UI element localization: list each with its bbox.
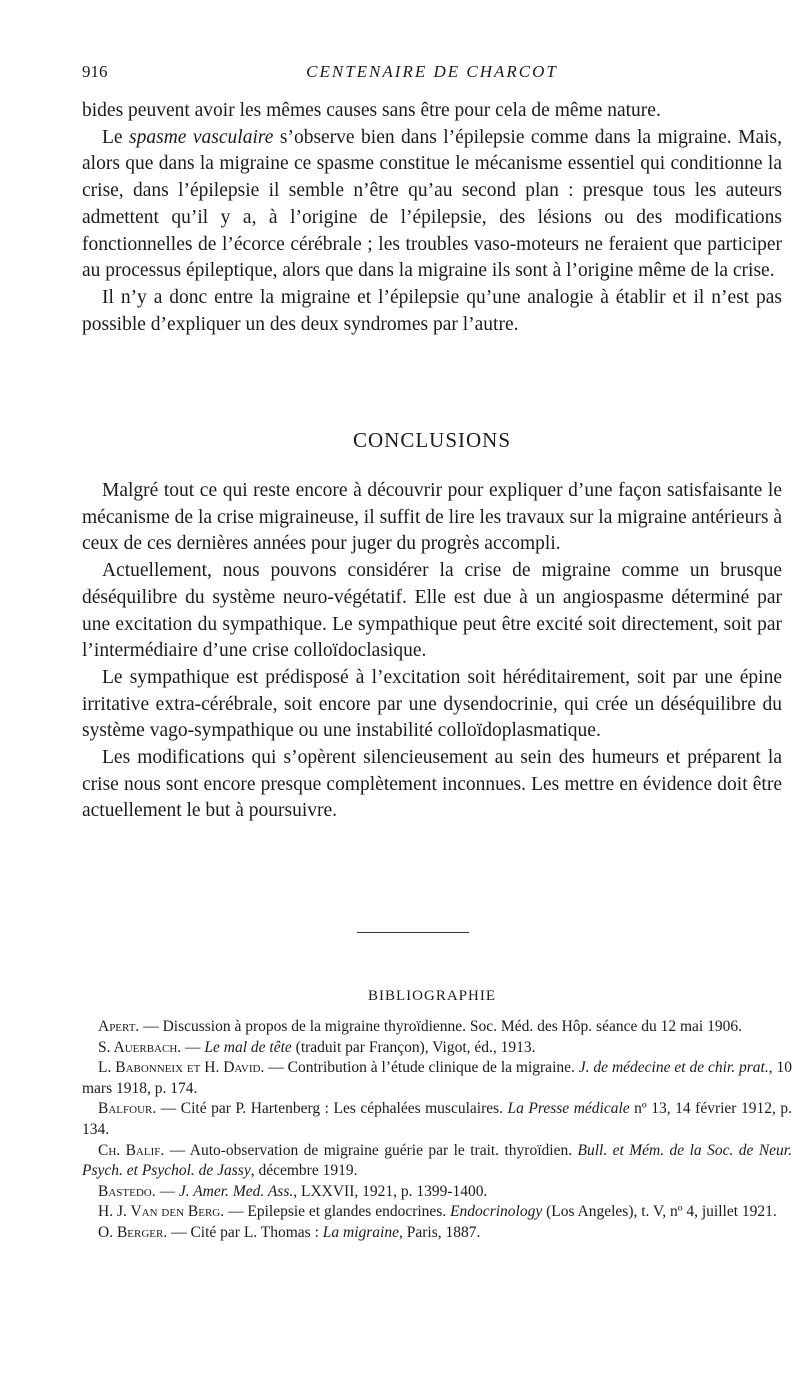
bibliography-entry	[82, 1038, 792, 1059]
entry-text: nº 13, 14 février 1912, p. 134.	[82, 1100, 792, 1138]
bibliography-entry	[82, 1058, 792, 1099]
entry-journal: La migraine	[322, 1223, 399, 1241]
intro-section	[82, 98, 782, 338]
running-title: CENTENAIRE DE CHARCOT	[306, 62, 558, 81]
entry-journal: J. Amer. Med. Ass.	[178, 1182, 294, 1200]
bibliography-list	[82, 1017, 792, 1244]
entry-text: , décembre 1919.	[250, 1162, 358, 1180]
entry-journal: J. de médecine et de chir. prat.	[578, 1059, 769, 1077]
paragraph-text: Le	[102, 126, 130, 148]
page-number: 916	[82, 62, 108, 81]
entry-text: — Epilepsie et glandes endocrines.	[224, 1203, 451, 1221]
paragraph	[82, 125, 782, 285]
bibliography-entry	[82, 1202, 792, 1223]
paragraph: Actuellement, nous pouvons considérer la crise de migraine comme un brusque déséquilibre du système neuro-végétatif. Elle est due à un angiospasme déterminé par une excitation du sympathique. Le sympathique peut être excité soit directement, soit par l’intermédiaire d’une crise colloïdoclasique.	[82, 560, 782, 662]
entry-text: — Contribution à l’étude clinique de la migraine.	[264, 1059, 579, 1077]
paragraph-text: bides peuvent avoir les mêmes causes sans être pour cela de même nature.	[82, 100, 661, 121]
entry-author: S. Auerbach.	[98, 1038, 182, 1056]
paragraph-text: Il n’y a donc entre la migraine et l’épilepsie qu’une analogie à établir et il n’est pas possible d’expliquer un des deux syndromes par l’autre.	[82, 286, 782, 335]
entry-journal: Endocrinology	[450, 1203, 543, 1221]
entry-text: (traduit par Françon), Vigot, éd., 1913.	[291, 1038, 536, 1056]
entry-author: H. J. Van den Berg.	[98, 1203, 225, 1221]
entry-text: , 10 mars 1918, p. 174.	[82, 1059, 792, 1097]
entry-journal: Le mal de tête	[204, 1038, 292, 1056]
entry-author: O. Berger.	[98, 1223, 168, 1241]
section-divider	[357, 932, 469, 933]
bibliography-entry	[82, 1017, 792, 1038]
page-header	[82, 62, 782, 86]
bibliography-entry	[82, 1182, 792, 1203]
bibliography-heading: BIBLIOGRAPHIE	[368, 988, 496, 1004]
paragraph	[82, 285, 782, 338]
entry-text: —	[155, 1182, 179, 1200]
entry-text: — Auto-observation de migraine guérie par le trait. thyroïdien.	[164, 1141, 578, 1159]
entry-author: Balfour.	[98, 1100, 157, 1118]
bibliography-entry	[82, 1223, 792, 1244]
emphasis-text: spasme vasculaire	[129, 126, 274, 148]
entry-text: (Los Angeles), t. V, nº 4, juillet 1921.	[542, 1203, 777, 1221]
paragraph-text: s’observe bien dans l’épilepsie comme dans la migraine. Mais, alors que dans la migraine ce spasme constitue le mécanisme essentiel qui conditionne la crise, dans l’épilepsie il semble n’être qu’au second plan : presque tous les auteurs admettent qu’il y a, à l’origine de l’épilepsie, des lésions ou des modifications fonctionnelles de l’écorce cérébrale ; les troubles vaso-moteurs ne feraient que participer au processus épileptique, alors que dans la migraine ils sont à l’origine même de la crise.	[82, 126, 782, 282]
entry-text: , Paris, 1887.	[399, 1223, 481, 1241]
paragraph: Les modifications qui s’opèrent silencieusement au sein des humeurs et préparent la crise nous sont encore presque complètement inconnues. Les mettre en évidence doit être actuellement le but à poursuivre.	[82, 747, 782, 822]
conclusions-section	[82, 478, 782, 825]
paragraph: Le sympathique est prédisposé à l’excitation soit héréditairement, soit par une épine irritative extra-cérébrale, soit encore par une dysendocrinie, qui crée un déséquilibre du système vago-sympathique ou une instabilité colloïdoplasmatique.	[82, 666, 782, 742]
entry-author: Bastedo.	[98, 1182, 156, 1200]
entry-journal: Bull. et Mém. de la Soc. de Neur. Psych. et Psychol. de Jassy	[82, 1141, 792, 1180]
entry-author: L. Babonneix et H. David.	[98, 1059, 265, 1077]
entry-author: Apert.	[98, 1018, 140, 1035]
bibliography-entry	[82, 1099, 792, 1140]
bibliography-entry	[82, 1141, 792, 1182]
conclusions-heading: CONCLUSIONS	[352, 428, 512, 452]
entry-text: — Cité par L. Thomas :	[167, 1223, 323, 1241]
paragraph	[82, 98, 782, 125]
entry-text: —	[181, 1038, 205, 1056]
paragraph: Malgré tout ce qui reste encore à découvrir pour expliquer d’une façon satisfaisante le mécanisme de la crise migraineuse, il suffit de lire les travaux sur la migraine antérieurs à ceux de ces dernières années pour juger du progrès accompli.	[82, 480, 782, 555]
entry-text: , LXXVII, 1921, p. 1399-1400.	[293, 1182, 488, 1200]
entry-journal: La Presse médicale	[507, 1100, 630, 1118]
entry-text: — Discussion à propos de la migraine thyroïdienne. Soc. Méd. des Hôp. séance du 12 mai 1906.	[139, 1018, 742, 1035]
entry-author: Ch. Balif.	[98, 1141, 165, 1159]
entry-text: — Cité par P. Hartenberg : Les céphalées musculaires.	[156, 1100, 508, 1118]
